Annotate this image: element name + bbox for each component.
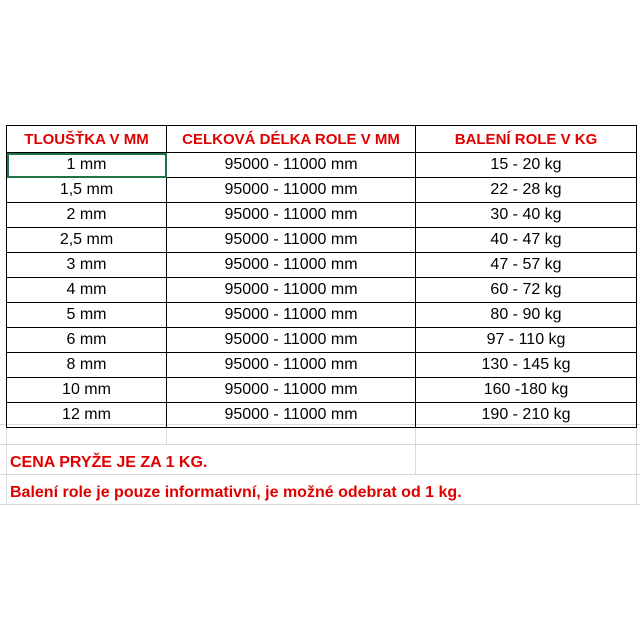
weight-cell[interactable]: 97 - 110 kg — [416, 328, 637, 353]
weight-cell[interactable]: 60 - 72 kg — [416, 278, 637, 303]
table-row — [7, 328, 637, 353]
weight-cell[interactable]: 40 - 47 kg — [416, 228, 637, 253]
thickness-cell[interactable]: 12 mm — [7, 403, 167, 428]
header-packaging-weight[interactable]: BALENÍ ROLE V KG — [416, 126, 637, 153]
thickness-cell[interactable]: 4 mm — [7, 278, 167, 303]
thickness-cell[interactable]: 6 mm — [7, 328, 167, 353]
spreadsheet — [0, 125, 640, 505]
weight-cell[interactable]: 47 - 57 kg — [416, 253, 637, 278]
table-row — [7, 278, 637, 303]
table-row — [7, 228, 637, 253]
rubber-roll-table — [6, 125, 637, 428]
price-note[interactable]: CENA PRYŽE JE ZA 1 KG. — [10, 454, 208, 471]
thickness-cell[interactable]: 10 mm — [7, 378, 167, 403]
header-row — [7, 126, 637, 153]
thickness-cell[interactable]: 8 mm — [7, 353, 167, 378]
thickness-cell[interactable]: 2 mm — [7, 203, 167, 228]
thickness-cell[interactable]: 5 mm — [7, 303, 167, 328]
length-cell[interactable]: 95000 - 11000 mm — [167, 303, 416, 328]
weight-cell[interactable]: 15 - 20 kg — [416, 153, 637, 178]
weight-cell[interactable]: 190 - 210 kg — [416, 403, 637, 428]
length-cell[interactable]: 95000 - 11000 mm — [167, 228, 416, 253]
table-row — [7, 353, 637, 378]
length-cell[interactable]: 95000 - 11000 mm — [167, 353, 416, 378]
thickness-cell[interactable]: 1 mm — [7, 153, 167, 178]
table-row — [7, 303, 637, 328]
length-cell[interactable]: 95000 - 11000 mm — [167, 403, 416, 428]
table-row — [7, 253, 637, 278]
thickness-cell[interactable]: 2,5 mm — [7, 228, 167, 253]
table-row — [7, 153, 637, 178]
length-cell[interactable]: 95000 - 11000 mm — [167, 178, 416, 203]
length-cell[interactable]: 95000 - 11000 mm — [167, 278, 416, 303]
grid-line — [0, 444, 640, 445]
length-cell[interactable]: 95000 - 11000 mm — [167, 253, 416, 278]
length-cell[interactable]: 95000 - 11000 mm — [167, 153, 416, 178]
thickness-cell[interactable]: 3 mm — [7, 253, 167, 278]
header-thickness[interactable]: TLOUŠŤKA V MM — [7, 126, 167, 153]
weight-cell[interactable]: 130 - 145 kg — [416, 353, 637, 378]
weight-cell[interactable]: 22 - 28 kg — [416, 178, 637, 203]
length-cell[interactable]: 95000 - 11000 mm — [167, 203, 416, 228]
table-row — [7, 378, 637, 403]
table-row — [7, 178, 637, 203]
packaging-note[interactable]: Balení role je pouze informativní, je možné odebrat od 1 kg. — [10, 484, 462, 501]
weight-cell[interactable]: 30 - 40 kg — [416, 203, 637, 228]
header-total-length[interactable]: CELKOVÁ DÉLKA ROLE V MM — [167, 126, 416, 153]
thickness-cell[interactable]: 1,5 mm — [7, 178, 167, 203]
length-cell[interactable]: 95000 - 11000 mm — [167, 378, 416, 403]
table-row — [7, 203, 637, 228]
length-cell[interactable]: 95000 - 11000 mm — [167, 328, 416, 353]
notes — [10, 448, 462, 508]
weight-cell[interactable]: 160 -180 kg — [416, 378, 637, 403]
weight-cell[interactable]: 80 - 90 kg — [416, 303, 637, 328]
table-row — [7, 403, 637, 428]
